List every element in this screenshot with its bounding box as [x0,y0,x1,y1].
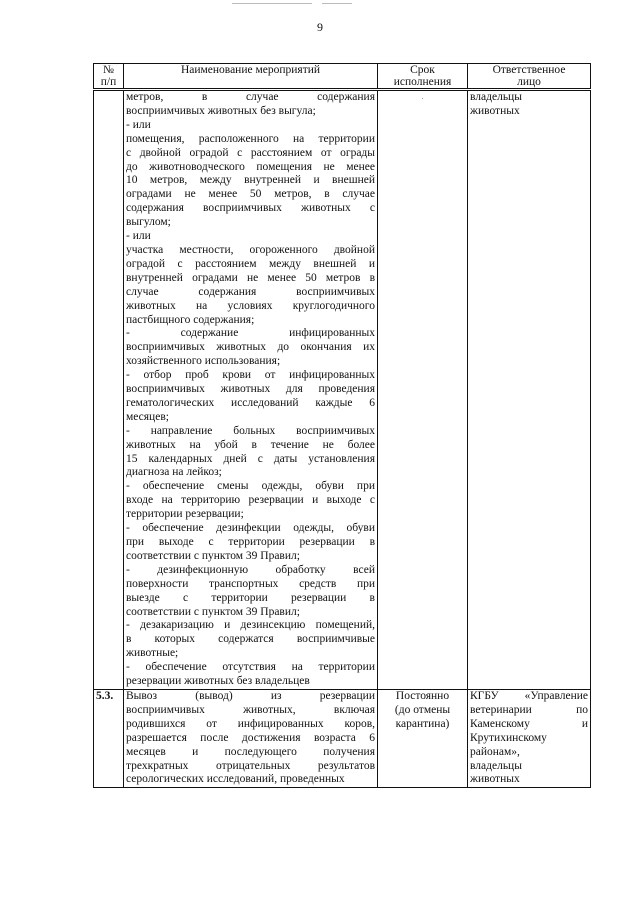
cont-text-line: с двойной оградой с расстоянием от ограды [126,146,375,159]
header-num-text: № п/п [100,64,117,88]
cont-text-cell [124,90,378,690]
cont-text-line: - обеспечение дезинфекции одежды, обуви [126,522,375,535]
cont-text-line: - направление больных восприимчивых [126,424,375,437]
r53-text-line: месяцев и последующего получения [126,745,375,758]
cont-text-line: при выходе с территории резервации в [126,536,375,548]
row-5-3-responsible-cell [468,689,591,787]
cont-text-line: хозяйственного использования; [126,355,281,368]
cont-text-line: резервации животных без владельцев [126,675,310,688]
cont-text-line: - содержание инфицированных [126,327,375,340]
cont-period-cell [378,90,468,690]
r53-text-line: Вывоз (вывод) из резервации [126,689,375,702]
header-responsible-text: Ответственное лицо [492,64,566,88]
cont-text-line: 15 календарных дней с даты установления [126,452,375,465]
r53-resp-line: животных [470,773,520,786]
table-header-row [94,64,591,90]
r53-resp-line: ветеринарии по [470,703,588,716]
cont-text-line: - дезинфекционную обработку всей [126,563,375,576]
cont-text-line: в которых содержатся восприимчивые [126,633,375,646]
cont-text-line: пастбищного содержания; [126,313,255,326]
r53-resp-line: владельцы [470,759,522,772]
cont-text-line: - дезакаризацию и дезинсекцию помещений, [126,619,375,632]
cont-text-line: территории резервации; [126,508,244,521]
header-period [378,64,468,90]
cont-text-line: месяцев; [126,410,169,423]
header-responsible [468,64,591,90]
r53-period-line: (до отмены [394,703,451,716]
cont-text-line: выгулом; [126,216,171,229]
cont-text-line: - обеспечение смены одежды, обуви при [126,480,375,493]
r53-resp-line: Каменскому и [470,717,588,730]
cont-text-line: восприимчивых животных до окончания их [126,341,375,354]
cont-text-line: соответствии с пунктом 39 Правил; [126,605,300,618]
table-row-continued [94,90,591,690]
cont-text-line: внутренней оградами не менее 50 метров в [126,271,375,284]
r53-resp-line: КГБУ «Управление [470,689,588,702]
cont-text-line: оградами не менее 50 метров, в случае [126,188,375,201]
cont-num-cell [94,90,124,690]
header-name [124,64,378,90]
cont-text-line: случае содержания восприимчивых [126,285,375,298]
cont-text-line: входе на территорию резервации и выходе с [126,494,375,507]
cont-text-line: до животноводческого помещения не менее [126,160,375,173]
cont-text-line: - или [126,230,151,243]
r53-text-line: разрешается после достижения возраста 6 [126,731,375,744]
row-5-3-text-cell [124,689,378,787]
cont-text-line: - отбор проб крови от инфицированных [126,369,375,382]
cont-text-line: животные; [126,647,179,660]
header-name-text: Наименование мероприятий [180,64,321,76]
r53-resp-line: Крутихинскому [470,731,547,744]
row-5-3-num-text: 5.3. [96,689,114,702]
header-period-text: Срок исполнения [393,64,452,88]
header-num [94,64,124,90]
cont-text-line: метров, в случае содержания [126,91,375,103]
table-row-5-3 [94,689,591,787]
cont-text-line: восприимчивых животных для проведения [126,383,375,396]
measures-table [93,63,591,788]
cont-text-line: содержания восприимчивых животных с [126,202,375,215]
cont-period-mark: . [421,92,424,101]
cont-text-line: восприимчивых животных без выгула; [126,104,316,117]
r53-period-line: карантина) [395,717,450,730]
r53-resp-line: районам», [470,745,520,758]
cont-text-line: 10 метров, между внутренней и внешней [126,174,375,187]
cont-text-line: животных на убой в течение не более [126,438,375,451]
r53-text-line: восприимчивых животных, включая [126,703,375,716]
cont-text-line: участка местности, огороженного двойной [126,243,375,256]
row-5-3-period-cell [378,689,468,787]
cont-text-line: выезде с территории резервации в [126,591,375,604]
cont-responsible-cell [468,90,591,690]
cont-text-line: - обеспечение отсутствия на территории [126,661,375,674]
cont-resp-line: владельцы [470,91,522,103]
top-rule-short [322,3,352,4]
r53-period-line: Постоянно [395,689,450,702]
cont-text-line: оградой с расстоянием между внешней и [126,257,375,270]
cont-text-line: гематологических исследований каждые 6 [126,396,375,409]
top-rule [232,3,312,4]
row-5-3-num [94,689,124,787]
cont-resp-line: животных [470,104,520,117]
r53-text-line: трехкратных отрицательных результатов [126,759,375,772]
cont-text-line: соответствии с пунктом 39 Правил; [126,549,300,562]
cont-text-line: животных на условиях круглогодичного [126,299,375,312]
cont-text-line: диагноза на лейкоз; [126,466,222,479]
r53-text-line: родившихся от инфицированных коров, [126,717,375,730]
cont-text-line: поверхности транспортных средств при [126,577,375,590]
cont-text-line: - или [126,118,151,131]
page-number: 9 [317,20,323,34]
cont-text-line: помещения, расположенного на территории [126,132,375,145]
r53-text-line: серологических исследований, проведенных [126,773,345,786]
